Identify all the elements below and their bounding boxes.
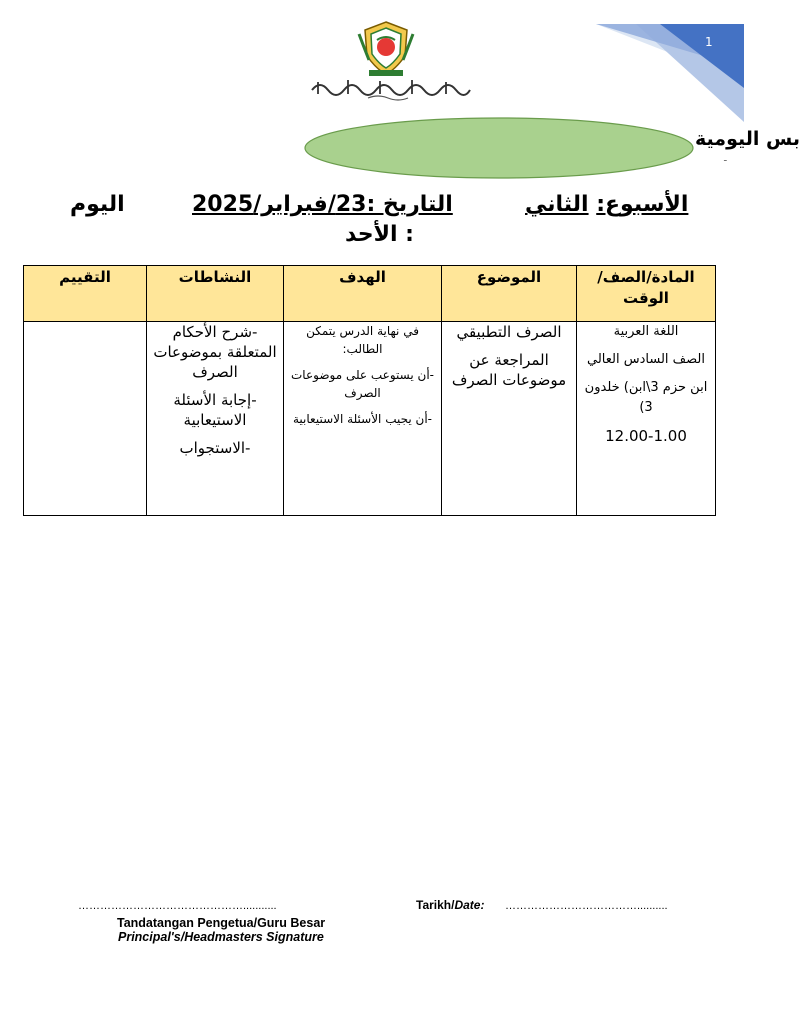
- col-header-activities: النشاطات: [147, 266, 284, 322]
- week-info: [525, 192, 688, 217]
- corner-decoration: [596, 24, 744, 124]
- objective-item: -أن يستوعب على موضوعات الصرف: [291, 368, 434, 400]
- title-mark: ـ: [724, 154, 727, 164]
- col-header-objective: الهدف: [284, 266, 442, 322]
- page-title: بس اليومية: [695, 128, 800, 150]
- class-name: الصف السادس العالي: [587, 352, 705, 367]
- signature-line: ………………………………………...........: [78, 900, 277, 912]
- cell-subject: [577, 322, 716, 516]
- lesson-time: 12.00-1.00: [605, 427, 687, 445]
- signature-label-en: Principal's/Headmasters Signature: [118, 930, 324, 944]
- page-number: 1: [705, 35, 713, 49]
- col-header-evaluation: التقييم: [24, 266, 147, 322]
- objective-intro: في نهاية الدرس يتمكن الطالب:: [306, 324, 419, 356]
- cell-activities: [147, 322, 284, 516]
- activity-item: -الاستجواب: [179, 439, 251, 457]
- date-line: ………………………………..........: [505, 900, 668, 912]
- week-value: الثاني: [525, 192, 589, 217]
- activity-item: -شرح الأحكام المتعلقة بموضوعات الصرف: [153, 323, 277, 381]
- date-label: التاريخ :: [366, 192, 453, 217]
- lesson-plan-table: [23, 265, 716, 516]
- date-field-label: [416, 898, 484, 912]
- signature-label-ms: Tandatangan Pengetua/Guru Besar: [117, 916, 326, 930]
- school-crest-icon: [355, 20, 417, 78]
- class-groups: ابن حزم 3\ابن) خلدون 3): [584, 380, 708, 415]
- col-header-topic: الموضوع: [442, 266, 577, 322]
- topic-sub: المراجعة عن موضوعات الصرف: [451, 351, 567, 389]
- subject-name: اللغة العربية: [613, 324, 679, 339]
- col-header-subject: المادة/الصف/ الوقت: [577, 266, 716, 322]
- date-label-en: Date:: [454, 898, 485, 912]
- day-value: : الأحد: [345, 222, 414, 247]
- activity-item: -إجابة الأسئلة الاستيعابية: [173, 391, 257, 429]
- cell-objective: [284, 322, 442, 516]
- date-info: [192, 192, 453, 217]
- cell-evaluation: [24, 322, 147, 516]
- school-name-calligraphy: [308, 76, 470, 102]
- objective-item: -أن يجيب الأسئلة الاستيعابية: [293, 412, 432, 426]
- table-row: [24, 322, 716, 516]
- date-value: 23/فبراير/2025: [192, 192, 367, 217]
- week-label: الأسبوع:: [596, 192, 689, 217]
- cell-topic: [442, 322, 577, 516]
- date-label-ms: Tarikh/: [416, 898, 455, 912]
- topic-main: الصرف التطبيقي: [456, 323, 562, 341]
- day-label: اليوم: [70, 192, 125, 217]
- table-header-row: [24, 266, 716, 322]
